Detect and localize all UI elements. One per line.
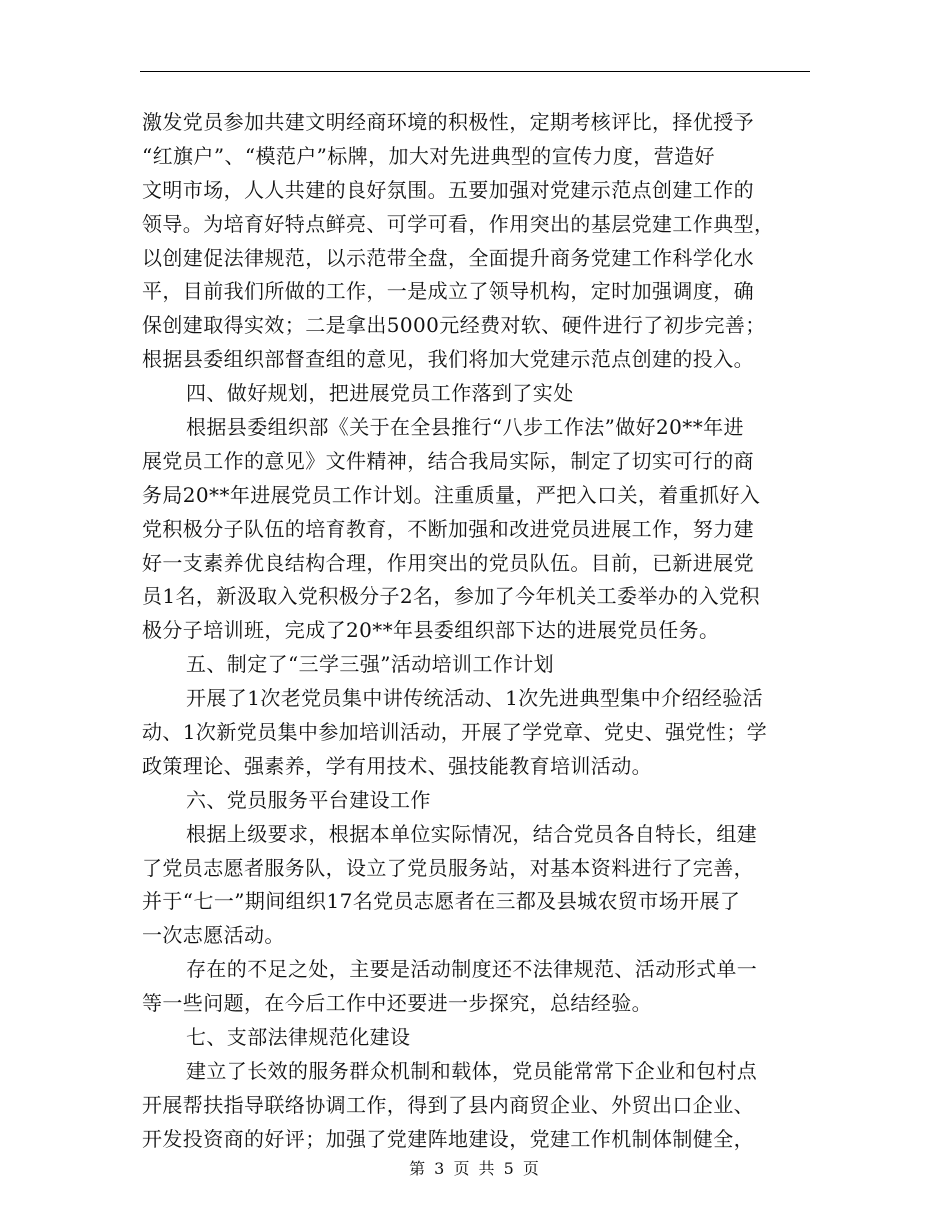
text-line: 根据县委组织部《关于在全县推行“八步工作法”做好20**年进 (186, 415, 744, 440)
text-line: 开展帮扶指导联络协调工作，得到了县内商贸企业、外贸出口企业、 (142, 1092, 754, 1117)
text-line: 政策理论、强素养，学有用技术、强技能教育培训活动。 (142, 753, 652, 778)
page-footer: 第 3 页 共 5 页 (409, 1159, 541, 1178)
text-line: 领导。为培育好特点鲜亮、可学可看，作用突出的基层党建工作典型， (142, 211, 775, 236)
text-line: 根据县委组织部督查组的意见，我们将加大党建示范点创建的投入。 (142, 347, 754, 372)
text-line: 平，目前我们所做的工作，一是成立了领导机构，定时加强调度，确 (142, 279, 754, 304)
text-line: 并于“七一”期间组织17名党员志愿者在三都及县城农贸市场开展了 (142, 889, 741, 914)
text-line: 建立了长效的服务群众机制和载体，党员能常常下企业和包村点 (186, 1058, 758, 1083)
text-line: 保创建取得实效；二是拿出5000元经费对软、硬件进行了初步完善； (142, 313, 766, 338)
text-line: 六、党员服务平台建设工作 (186, 787, 431, 812)
header-rule (140, 71, 810, 72)
text-line: 七、支部法律规范化建设 (186, 1025, 411, 1050)
text-line: 开发投资商的好评；加强了党建阵地建设，党建工作机制体制健全， (142, 1126, 754, 1151)
text-line: 五、制定了“三学三强”活动培训工作计划 (186, 652, 555, 677)
text-line: 等一些问题，在今后工作中还要进一步探究，总结经验。 (142, 991, 652, 1016)
text-line: “红旗户”、“模范户”标牌，加大对先进典型的宣传力度，营造好 (142, 143, 715, 168)
text-line: 一次志愿活动。 (142, 923, 285, 948)
text-line: 存在的不足之处，主要是活动制度还不法律规范、活动形式单一 (186, 957, 758, 982)
text-line: 动、1次新党员集中参加培训活动，开展了学党章、党史、强党性；学 (142, 720, 768, 745)
text-line: 展党员工作的意见》文件精神，结合我局实际，制定了切实可行的商 (142, 448, 754, 473)
text-line: 好一支素养优良结构合理，作用突出的党员队伍。目前，已新进展党 (142, 550, 754, 575)
text-line: 激发党员参加共建文明经商环境的积极性，定期考核评比，择优授予 (142, 110, 754, 134)
text-line: 根据上级要求，根据本单位实际情况，结合党员各自特长，组建 (186, 821, 758, 846)
text-line: 极分子培训班，完成了20**年县委组织部下达的进展党员任务。 (142, 618, 720, 643)
text-line: 员1名，新汲取入党积极分子2名，参加了今年机关工委举办的入党积 (142, 584, 760, 609)
text-line: 四、做好规划，把进展党员工作落到了实处 (186, 381, 574, 406)
text-line: 了党员志愿者服务队，设立了党员服务站，对基本资料进行了完善， (142, 855, 754, 880)
document-body (142, 106, 810, 1157)
text-line: 务局20**年进展党员工作计划。注重质量，严把入口关，着重抓好入 (142, 482, 761, 507)
text-line: 以创建促法律规范，以示范带全盘，全面提升商务党建工作科学化水 (142, 245, 754, 270)
text-line: 党积极分子队伍的培育教育，不断加强和改进党员进展工作，努力建 (142, 516, 754, 541)
text-line: 文明市场，人人共建的良好氛围。五要加强对党建示范点创建工作的 (142, 177, 754, 202)
text-line: 开展了1次老党员集中讲传统活动、1次先进典型集中介绍经验活 (186, 686, 764, 711)
